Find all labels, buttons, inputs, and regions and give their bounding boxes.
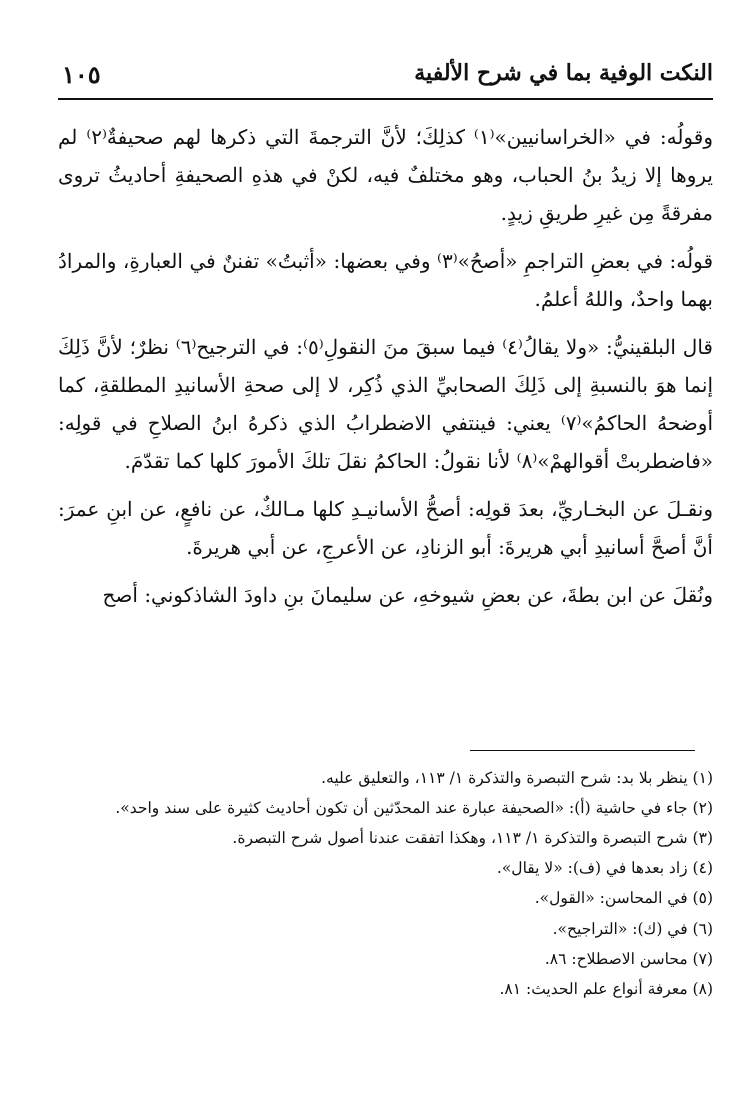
page-number: ١٠٥ [62,60,101,89]
paragraph-1: وقولُه: في «الخراسانيين»⁽١⁾ كذلِكَ؛ لأنَّ الترجمةَ التي ذكرها لهم صحيفةٌ⁽٢⁾ لم يروها إلا زيدُ بنُ الحباب، وهو مختلفٌ فيه، لكنْ في هذهِ الصحيفةِ أحاديثُ تروى مفرقةً مِن غيرِ طريقِ زيدٍ. [58,125,713,225]
footnote-5: (٥) في المحاسن: «القول». [534,889,713,908]
paragraph-3: قال البلقينيُّ: «ولا يقالُ⁽٤⁾ فيما سبقَ منَ النقولِ⁽٥⁾: في الترجيح⁽٦⁾ نظرٌ؛ لأنَّ ذَلِكَ إنما هوَ بالنسبةِ إلى ذَلِكَ الصحابيِّ الذي ذُكِر، لا إلى صحةِ الأسانيدِ المطلقةِ، كما أوضحهُ الحاكمُ»⁽٧⁾ يعني: فينتفي الاضطرابُ الذي ذكرهُ ابنُ الصلاحِ في قولِه: «فاضطربتْ أقوالهمْ»⁽٨⁾ لأنا نقولُ: الحاكمُ نقلَ تلكَ الأمورَ كلها كما تقدّمَ. [58,335,714,473]
main-text [58,118,713,624]
footnote-separator [470,750,695,751]
paragraph-4: ونقـلَ عن البخـاريِّ، بعدَ قولِه: أصحُّ الأسانيـدِ كلها مـالكٌ، عن نافعٍ، عن ابنِ عمرَ: أنَّ أصحَّ أسانيدِ أبي هريرةَ: أبو الزنادِ، عن الأعرجِ، عن أبي هريرةَ. [58,497,713,559]
paragraph-2: قولُه: في بعضِ التراجمِ «أصحُ»⁽٣⁾ وفي بعضها: «أثبتُ» تفننٌ في العبارةِ، والمرادُ بهما واحدٌ، واللهُ أعلمُ. [58,249,713,311]
footnotes [58,768,713,1009]
footnote-6: (٦) في (ك): «التراجيح». [552,919,713,938]
running-header [58,58,713,100]
footnote-1: (١) ينظر بلا بد: شرح التبصرة والتذكرة ١/ ١١٣، والتعليق عليه. [321,769,713,787]
footnote-7: (٧) محاسن الاصطلاح: ٨٦. [544,949,713,968]
paragraph-5: ونُقلَ عن ابن بطةَ، عن بعضِ شيوخهِ، عن سليمانَ بنِ داودَ الشاذكوني: أصح [102,583,713,607]
book-title: النكت الوفية بما في شرح الألفية [414,60,713,86]
footnote-4: (٤) زاد بعدها في (ف): «لا يقال». [496,859,713,878]
footnote-3: (٣) شرح التبصرة والتذكرة ١/ ١١٣، وهكذا اتفقت عندنا أصول شرح التبصرة. [232,829,713,848]
footnote-8: (٨) معرفة أنواع علم الحديث: ٨١. [499,979,713,998]
footnote-2: (٢) جاء في حاشية (أ): «الصحيفة عبارة عند المحدّثين أن تكون أحاديث كثيرة على سند واحد». [115,799,713,818]
